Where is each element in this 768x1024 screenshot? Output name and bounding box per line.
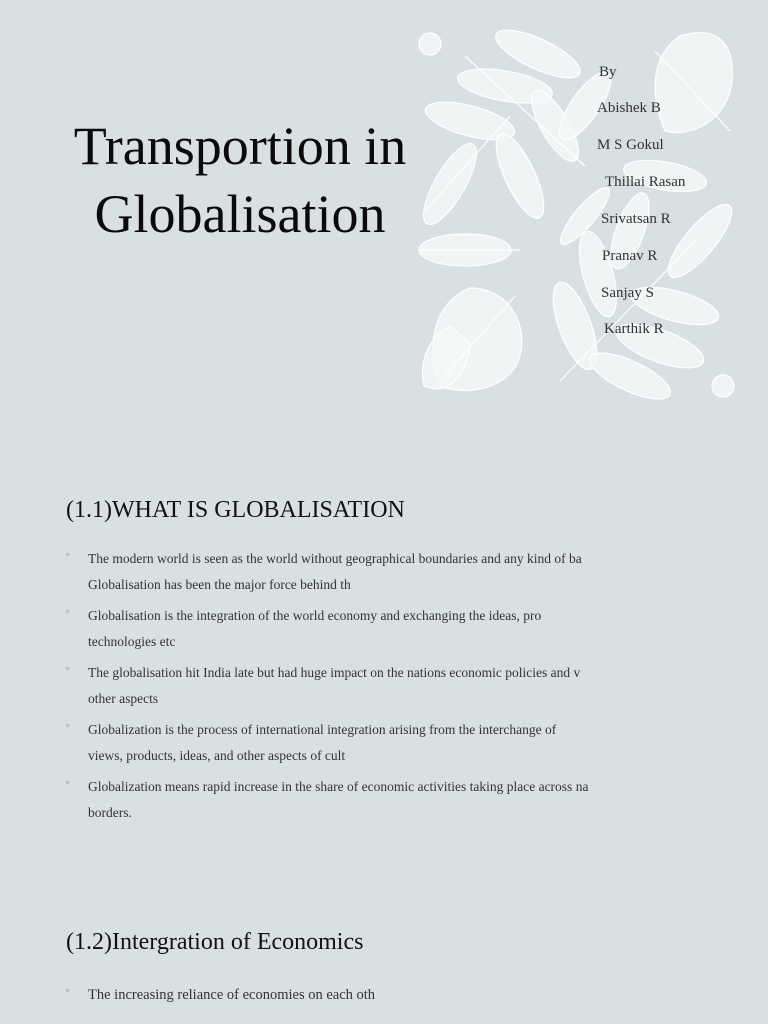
bullet-icon: ▫ xyxy=(66,663,70,673)
title-line-2: Globalisation xyxy=(94,184,386,244)
list-item xyxy=(66,717,660,769)
author-name: Thillai Rasan xyxy=(605,174,686,190)
bullet-text: Globalisation is the integration of the world economy and exchanging the ideas, pro xyxy=(88,608,542,623)
author-name: Karthik R xyxy=(604,321,664,337)
section-heading: (1.2)Intergration of Economics xyxy=(66,929,364,955)
bullet-text: The increasing reliance of economies on each oth xyxy=(88,987,376,1003)
list-item xyxy=(66,982,422,1008)
author-name: Srivatsan R xyxy=(601,211,671,227)
bullet-text: technologies etc xyxy=(88,634,176,649)
bullet-text: The modern world is seen as the world without geographical boundaries and any kind of ba xyxy=(88,551,582,566)
bullet-icon: ▫ xyxy=(66,720,70,730)
bullet-text: borders. xyxy=(88,805,132,820)
leaf-decoration-icon xyxy=(410,26,750,406)
list-item xyxy=(66,660,660,712)
bullet-text: Globalisation has been the major force behind th xyxy=(88,577,351,592)
author-name: Abishek B xyxy=(597,100,661,116)
bullet-icon: ▫ xyxy=(66,549,70,559)
slide-title xyxy=(40,112,440,248)
bullet-text: views, products, ideas, and other aspects of cult xyxy=(88,748,346,763)
author-name: Sanjay S xyxy=(601,285,654,301)
bullet-list xyxy=(66,982,422,1013)
list-item xyxy=(66,546,660,598)
bullet-text: Globalization means rapid increase in the share of economic activities taking place across na xyxy=(88,779,589,794)
author-by: By xyxy=(599,64,617,80)
title-line-1: Transportion in xyxy=(73,116,407,176)
bullet-list xyxy=(66,546,660,831)
list-item xyxy=(66,774,660,826)
section-heading: (1.1)WHAT IS GLOBALISATION xyxy=(66,497,405,523)
bullet-icon: ▫ xyxy=(66,777,70,787)
list-item xyxy=(66,603,660,655)
bullet-text: other aspects xyxy=(88,691,159,706)
bullet-text: The globalisation hit India late but had huge impact on the nations economic policies and v xyxy=(88,665,581,680)
bullet-icon: ▫ xyxy=(66,985,70,995)
bullet-text: Globalization is the process of international integration arising from the interchange of xyxy=(88,722,557,737)
author-name: Pranav R xyxy=(602,248,658,264)
bullet-icon: ▫ xyxy=(66,606,70,616)
author-name: M S Gokul xyxy=(597,137,664,153)
